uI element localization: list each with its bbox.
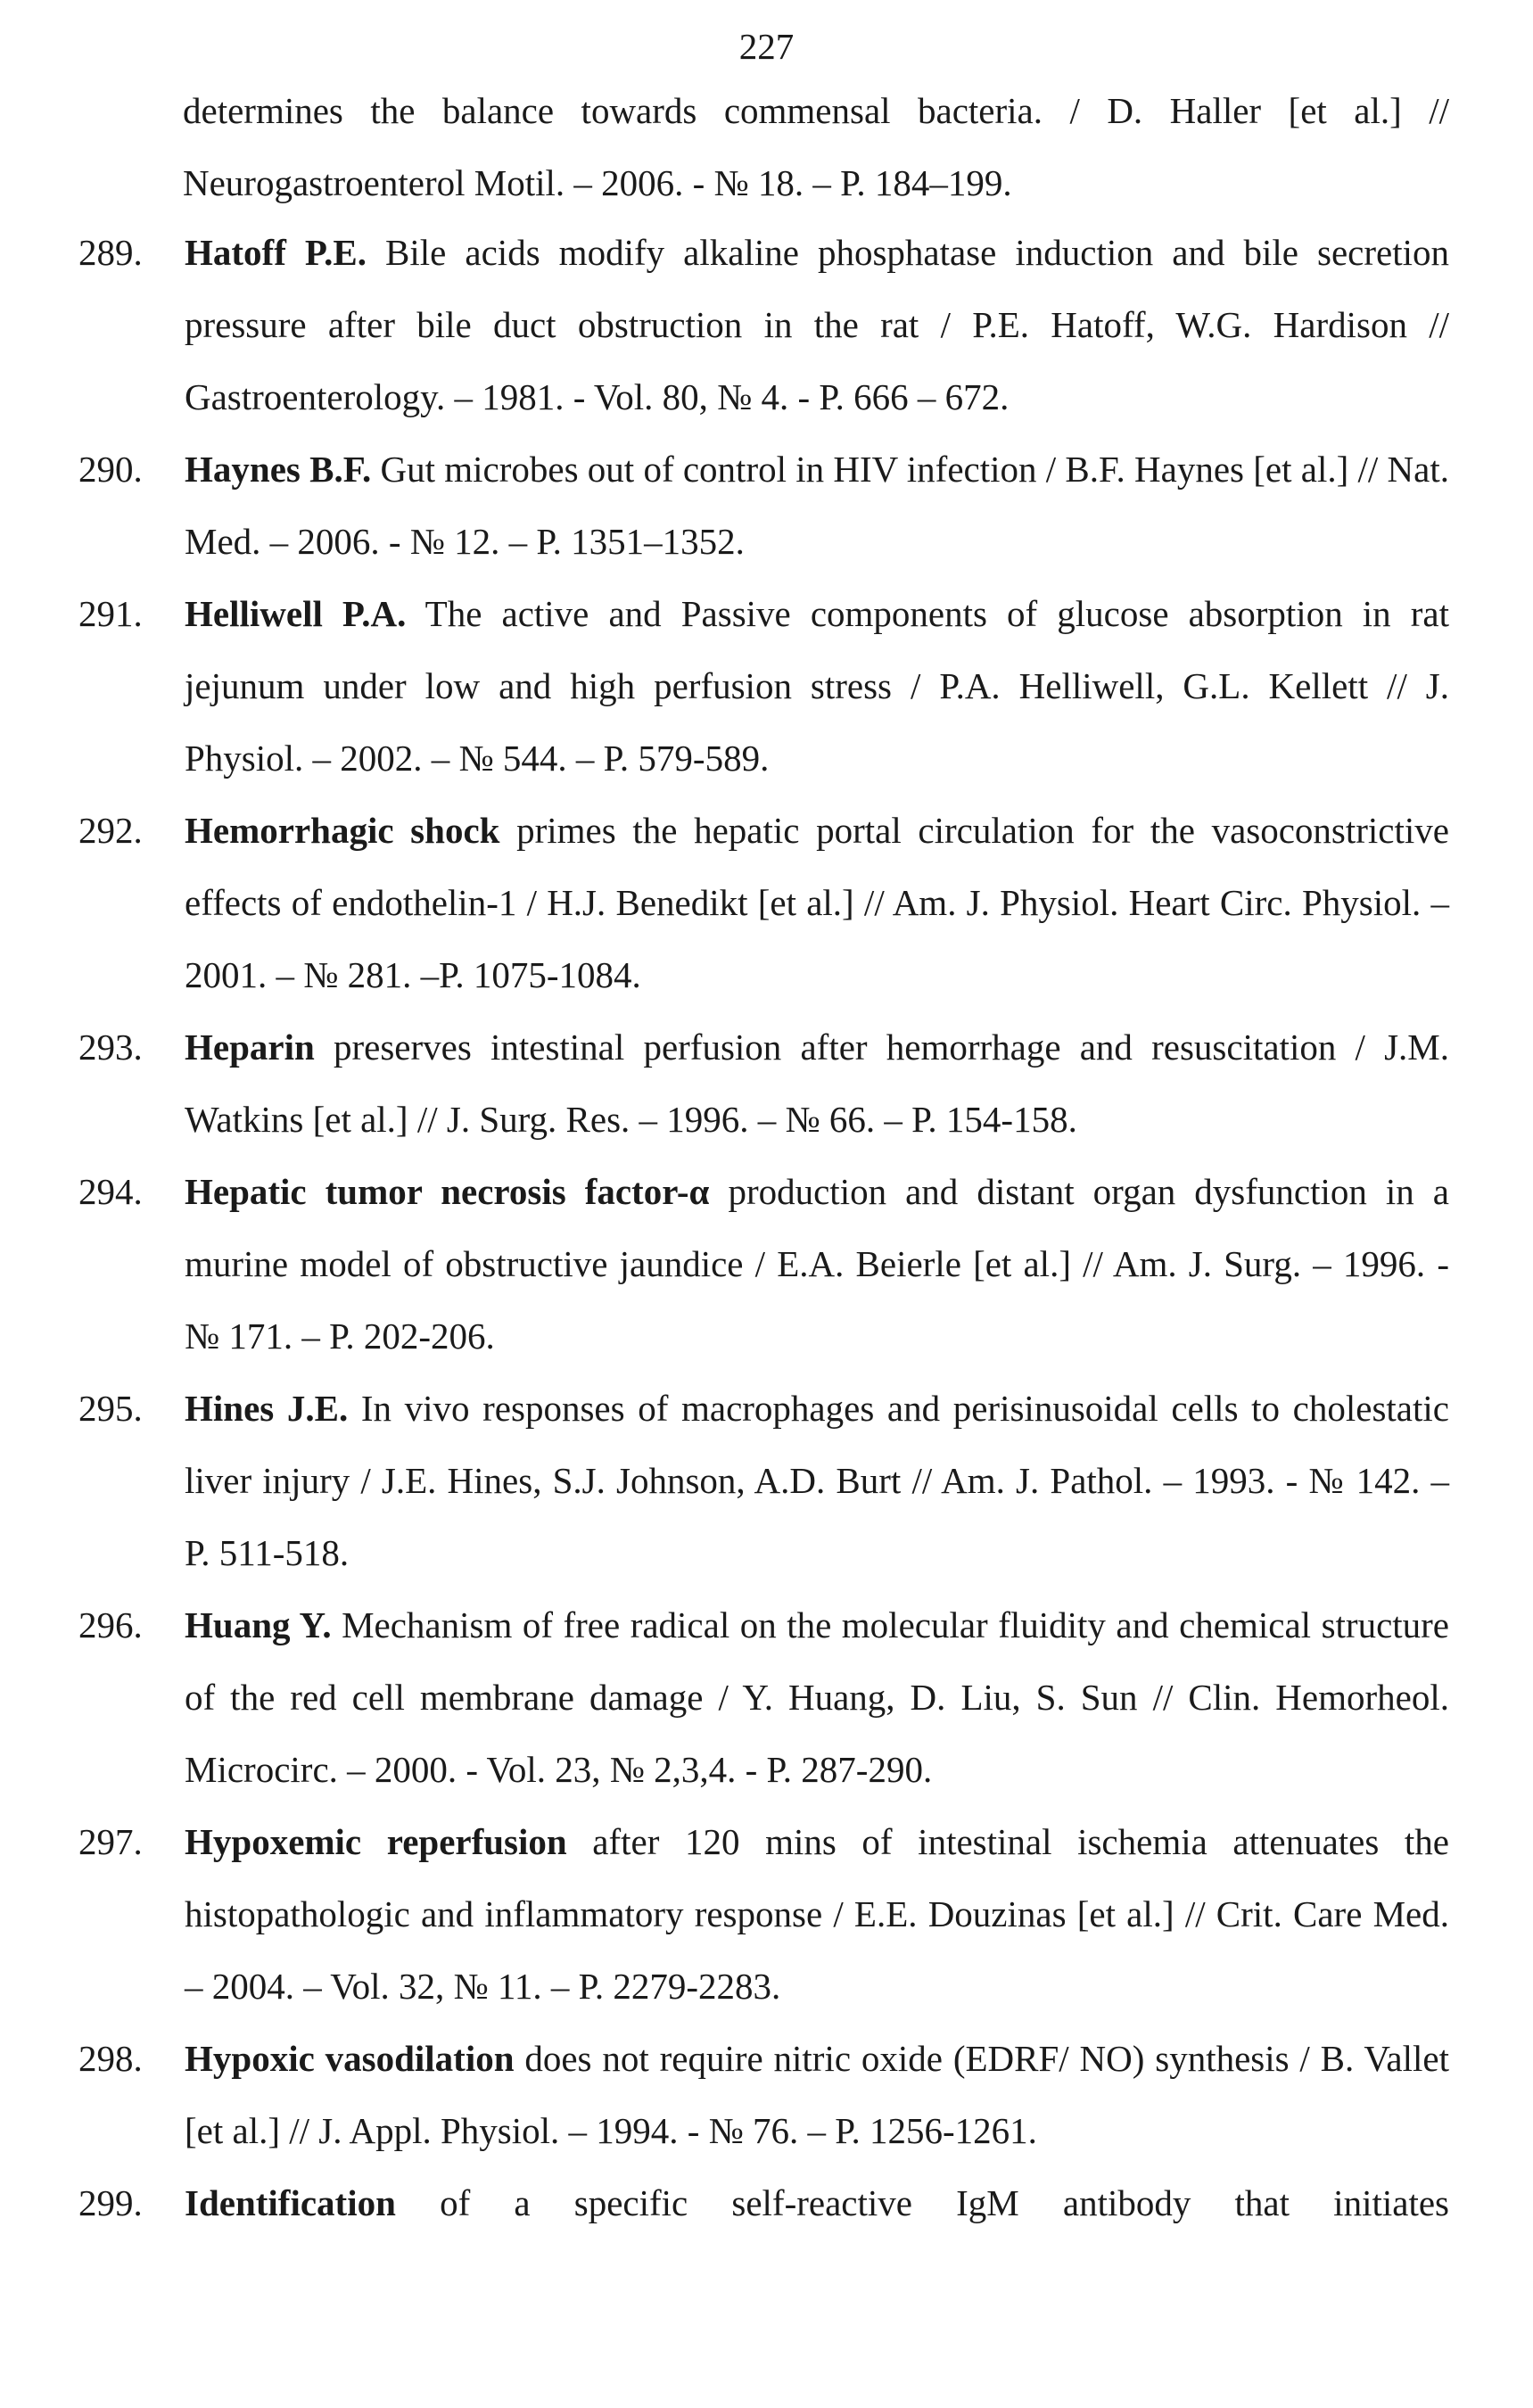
reference-number: 291. bbox=[78, 593, 143, 634]
reference-title-lead: Hypoxic vasodilation bbox=[185, 2038, 515, 2079]
reference-details: Gut microbes out of control in HIV infection / B.F. Haynes [et al.] // Nat. Med. – 2006. - № 12. – P. 1351–1352. bbox=[185, 449, 1449, 562]
reference-details: Bile acids modify alkaline phosphatase induction and bile secretion pressure after bile duct obstruction in the rat / P.E. Hatoff, W.G. Hardison // Gastroenterology. – 1981. - Vol. 80, № 4. - P. 666 – 672. bbox=[185, 232, 1449, 417]
reference-number: 299. bbox=[78, 2182, 143, 2223]
reference-title-lead: Hypoxemic reperfusion bbox=[185, 1821, 567, 1862]
reference-author: Huang Y. bbox=[185, 1604, 332, 1645]
reference-item bbox=[0, 1806, 1533, 2023]
reference-item bbox=[0, 578, 1533, 795]
reference-number: 296. bbox=[78, 1604, 143, 1645]
reference-author: Hatoff P.E. bbox=[185, 232, 367, 273]
reference-text bbox=[185, 1806, 1449, 2023]
reference-number: 297. bbox=[78, 1821, 143, 1862]
reference-details: production and distant organ dysfunction in a murine model of obstructive jaundice / E.A. Beierle [et al.] // Am. J. Surg. – 1996. - № 171. – P. 202-206. bbox=[185, 1171, 1450, 1357]
reference-text bbox=[185, 578, 1449, 795]
reference-text bbox=[185, 217, 1449, 433]
reference-number: 292. bbox=[78, 810, 143, 851]
reference-number: 290. bbox=[78, 449, 143, 490]
reference-text bbox=[185, 795, 1449, 1011]
reference-text bbox=[185, 1011, 1449, 1156]
reference-text bbox=[185, 1156, 1449, 1373]
reference-number: 295. bbox=[78, 1388, 143, 1429]
reference-author: Hines J.E. bbox=[185, 1388, 349, 1429]
reference-text bbox=[185, 2167, 1449, 2239]
reference-text bbox=[185, 1373, 1449, 1589]
reference-item bbox=[0, 433, 1533, 578]
reference-title-lead: Heparin bbox=[185, 1027, 315, 1068]
reference-details: does not require nitric oxide (EDRF/ NO) synthesis / B. Vallet [et al.] // J. Appl. Physiol. – 1994. - № 76. – P. 1256-1261. bbox=[185, 2038, 1449, 2151]
reference-details: Mechanism of free radical on the molecular fluidity and chemical structure of the red cell membrane damage / Y. Huang, D. Liu, S. Sun // Clin. Hemorheol. Microcirc. – 2000. - Vol. 23, № 2,3,4. - P. 287-290. bbox=[185, 1604, 1450, 1790]
reference-item bbox=[0, 1373, 1533, 1589]
reference-details: primes the hepatic portal circulation for the vasoconstrictive effects of endothelin-1 / H.J. Benedikt [et al.] // Am. J. Physiol. Heart Circ. Physiol. – 2001. – № 281. –P. 1075-1084. bbox=[185, 810, 1449, 995]
reference-number: 298. bbox=[78, 2038, 143, 2079]
reference-author: Helliwell P.A. bbox=[185, 593, 407, 634]
reference-details: The active and Passive components of glucose absorption in rat jejunum under low and high perfusion stress / P.A. Helliwell, G.L. Kellett // J. Physiol. – 2002. – № 544. – P. 579-589. bbox=[185, 593, 1449, 779]
reference-item bbox=[0, 1589, 1533, 1806]
reference-list bbox=[0, 217, 1533, 2239]
reference-item bbox=[0, 1156, 1533, 1373]
reference-text bbox=[185, 1589, 1449, 1806]
reference-text bbox=[185, 433, 1449, 578]
reference-text bbox=[185, 2023, 1449, 2167]
reference-details: preserves intestinal perfusion after hemorrhage and resuscitation / J.M. Watkins [et al.] // J. Surg. Res. – 1996. – № 66. – P. 154-158. bbox=[185, 1027, 1449, 1140]
reference-details: In vivo responses of macrophages and perisinusoidal cells to cholestatic liver injury / J.E. Hines, S.J. Johnson, A.D. Burt // Am. J. Pathol. – 1993. - № 142. – P. 511-518. bbox=[185, 1388, 1449, 1573]
reference-details: after 120 mins of intestinal ischemia attenuates the histopathologic and inflammatory response / E.E. Douzinas [et al.] // Crit. Care Med. – 2004. – Vol. 32, № 11. – P. 2279-2283. bbox=[185, 1821, 1450, 2007]
reference-item bbox=[0, 2023, 1533, 2167]
reference-number: 289. bbox=[78, 232, 143, 273]
reference-item bbox=[0, 795, 1533, 1011]
page-number: 227 bbox=[738, 26, 795, 67]
reference-item bbox=[0, 1011, 1533, 1156]
reference-item bbox=[0, 2167, 1533, 2239]
reference-title-lead: Hemorrhagic shock bbox=[185, 810, 500, 851]
continued-reference-text bbox=[183, 75, 1449, 219]
reference-title-lead: Hepatic tumor necrosis factor-α bbox=[185, 1171, 710, 1212]
reference-details: of a specific self-reactive IgM antibody that initiates bbox=[395, 2182, 1449, 2223]
reference-title-lead: Identification bbox=[185, 2182, 396, 2223]
continued-reference-body: determines the balance towards commensal bacteria. / D. Haller [et al.] // Neurogastroenterol Motil. – 2006. - № 18. – P. 184–199. bbox=[183, 90, 1449, 203]
reference-author: Haynes B.F. bbox=[185, 449, 372, 490]
reference-number: 293. bbox=[78, 1027, 143, 1068]
reference-number: 294. bbox=[78, 1171, 143, 1212]
reference-item bbox=[0, 217, 1533, 433]
